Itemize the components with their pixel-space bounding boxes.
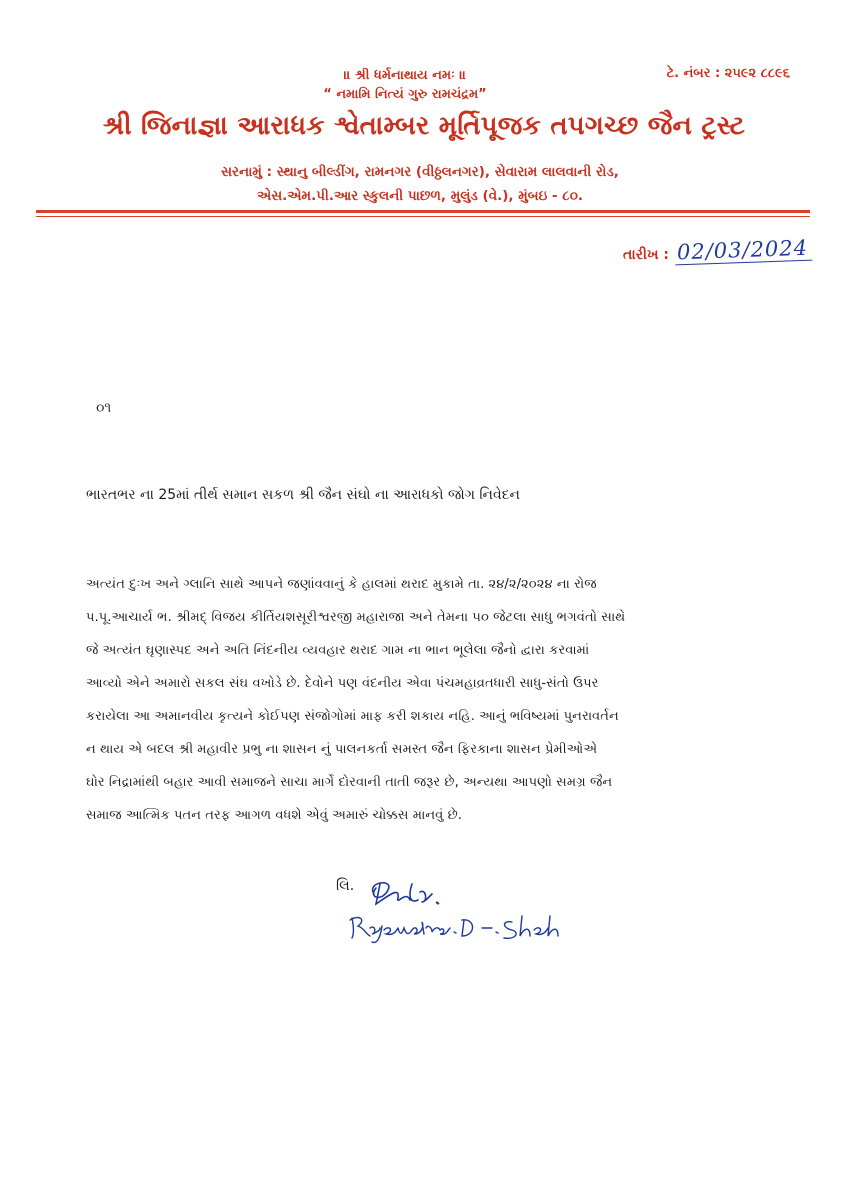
reference-number: ૦૧ [96,400,112,416]
invocation-line-2: “ નમામિ નિત્યં ગુરુ રામચંદ્રમ” [323,87,487,102]
address-line-1: સરનામું : સ્થાનુ બીલ્ડીંગ, રામનગર (વીઠ્ઠલનગર), સેવારામ લાલવાની રોડ, [221,164,619,180]
body-line: પ.પૂ.આચાર્ય ભ. શ્રીમદ્ વિજય કીર્તિયશસૂરીશ્વરજી મહારાજા અને તેમના ૫૦ જેટલા સાધુ ભગવંતો સાથે [86,610,626,625]
body-line: આવ્યો એને અમારો સકલ સંઘ વખોડે છે. દેવોને પણ વંદનીય એવા પંચમહાવ્રતધારી સાધુ-સંતો ઉપર [86,676,599,691]
date-label: તારીખ : [623,247,669,263]
invocation-line-1: ॥ શ્રી ધર્મનાથાય નમઃ ॥ [343,68,467,83]
body-line: અત્યંત દુઃખ અને ગ્લાનિ સાથે આપને જણાંવવાનું કે હાલમાં થરાદ મુકામે તા. ૨૪/૨/૨૦૨૪ ના રોજ [86,577,597,592]
subject-line: ભારતભર ના 25માં તીર્થ સમાન સકળ શ્રી જૈન સંઘો ના આરાધકો જોગ નિવેદન [86,487,520,503]
date-row [623,235,812,265]
address-block [160,160,680,208]
header-divider-thin [36,216,810,217]
body-line: જે અત્યંત ઘૃણાસ્પદ અને અતિ નિંદનીય વ્યવહાર થરાદ ગામ ના ભાન ભૂલેલા જૈનો દ્વારા કરવામાં [86,643,590,658]
invocation-block [250,66,560,104]
handwritten-signature [336,876,636,946]
body-line: કરાયેલા આ અમાનવીય કૃત્યને કોઈપણ સંજોગોમાં માફ કરી શકાય નહિ. આનું ભવિષ્યમાં પુનરાવર્તન [86,709,619,724]
body-line: સમાજ આત્મિક પતન તરફ આગળ વધશે એવું અમારું ચોક્કસ માનવું છે. [86,808,462,823]
trust-name-heading: શ્રી જિનાજ્ઞા આરાધક શ્વેતામ્બર મૂર્તિપૂજક તપગચ્છ જૈન ટ્રસ્ટ [102,111,746,141]
body-line: ન થાય એ બદલ શ્રી મહાવીર પ્રભુ ના શાસન નું પાલનકર્તા સમસ્ત જૈન ફિરકાના શાસન પ્રેમીઓએ [86,742,598,757]
signoff-label: લિ. [336,878,355,894]
date-value-handwritten: 02/03/2024 [675,236,813,266]
header-divider-thick [36,210,810,213]
body-paragraph [86,568,786,832]
body-line: ઘોર નિદ્રામાંથી બહાર આવી સમાજને સાચા માર્ગે દોરવાની તાતી જરૂર છે, અન્યથા આપણો સમગ્ર જૈન [86,775,613,790]
signoff-block [336,876,636,946]
address-line-2: એસ.એમ.પી.આર સ્કુલની પાછળ, મુલુંડ (વે.), મુંબઇ - ૮૦. [256,188,583,204]
registration-number: ટે. નંબર : ૨૫૯૨ ૮૮૯૬ [666,66,790,81]
